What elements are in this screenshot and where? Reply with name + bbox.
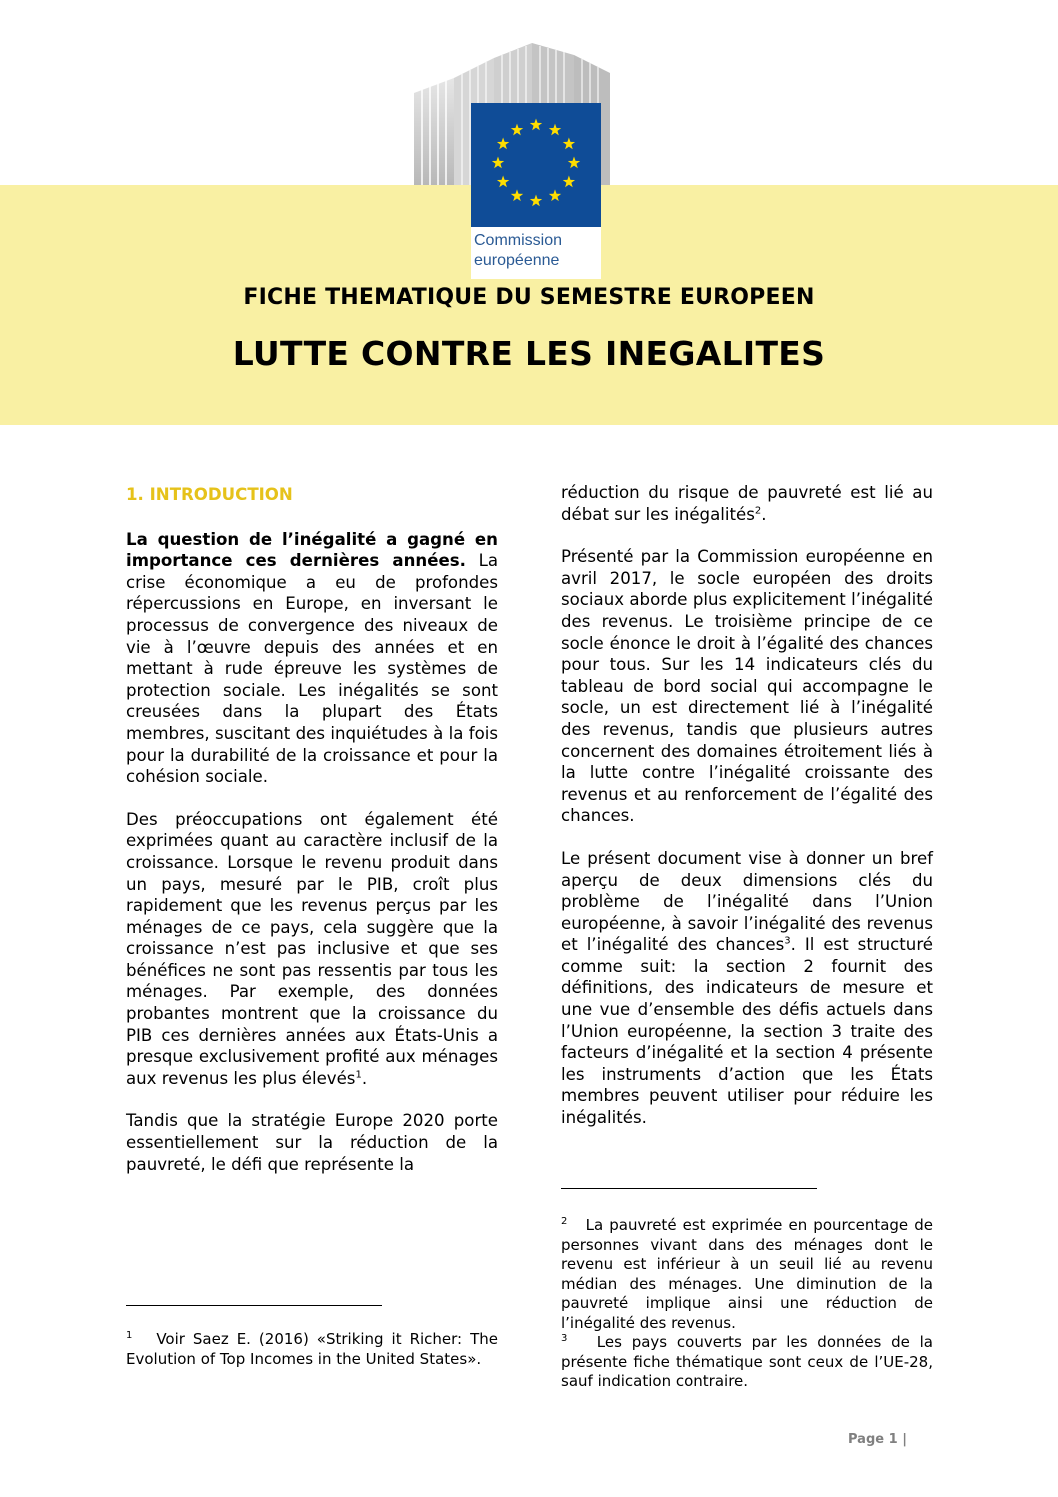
page-number-value: 1 bbox=[888, 1432, 898, 1447]
paragraph-end: . bbox=[361, 1068, 368, 1088]
footnote-number: 1 bbox=[126, 1330, 133, 1341]
right-column bbox=[561, 482, 933, 1150]
paragraph bbox=[561, 482, 933, 525]
section-title: 1. INTRODUCTION bbox=[126, 485, 293, 504]
paragraph-text: réduction du risque de pauvreté est lié au débat sur les inégalités bbox=[561, 483, 933, 524]
star-icon bbox=[497, 176, 509, 188]
star-icon bbox=[549, 189, 561, 201]
footnote-rule bbox=[561, 1188, 817, 1189]
footnote-text: La pauvreté est exprimée en pourcentage de personnes vivant dans des ménages dont le revenu est inférieur à un seuil lié au revenu médian des ménages. Une diminution de la pauvreté implique ainsi une réduction de l’inégalité des revenus. bbox=[561, 1216, 933, 1332]
star-icon bbox=[568, 157, 580, 169]
page-number bbox=[848, 1432, 907, 1447]
paragraph bbox=[126, 1110, 498, 1175]
eu-flag bbox=[471, 103, 601, 227]
footnote-text: Voir Saez E. (2016) «Striking it Richer: The Evolution of Top Incomes in the United States». bbox=[126, 1330, 498, 1368]
star-icon bbox=[497, 138, 509, 150]
star-icon bbox=[563, 138, 575, 150]
logo-line-1: Commission bbox=[474, 232, 563, 249]
footnote-2 bbox=[561, 1216, 933, 1334]
paragraph-text: La crise économique a eu de profondes répercussions en Europe, en inversant le processus de convergence des niveaux de vie à l’œuvre depuis des années et en mettant à rude épreuve les systèmes de protection sociale. Les inégalités se sont creusées dans la plupart des États membres, suscitant des inquiétudes à la fois pour la durabilité de la croissance et pour la cohésion sociale. bbox=[126, 551, 498, 787]
footnote-ref[interactable]: 1 bbox=[355, 1069, 362, 1081]
footnote-number: 3 bbox=[561, 1333, 568, 1344]
commission-logo bbox=[414, 43, 610, 269]
paragraph bbox=[561, 848, 933, 1129]
footnote-rule bbox=[126, 1305, 382, 1306]
paragraph-end: . bbox=[761, 504, 767, 524]
paragraph-lead: La question de l’inégalité a gagné en importance ces dernières années. bbox=[126, 529, 498, 571]
star-icon bbox=[563, 176, 575, 188]
logo-line-2: européenne bbox=[474, 252, 560, 269]
page-separator: | bbox=[902, 1432, 907, 1447]
star-icon bbox=[492, 157, 504, 169]
left-column bbox=[126, 480, 498, 1196]
paragraph bbox=[126, 529, 498, 788]
star-icon bbox=[511, 189, 523, 201]
paragraph-text: Tandis que la stratégie Europe 2020 porte essentiellement sur la réduction de la pauvreté, le défi que représente la bbox=[126, 1111, 498, 1174]
paragraph bbox=[561, 546, 933, 827]
footnote-number: 2 bbox=[561, 1216, 568, 1227]
star-icon bbox=[530, 119, 542, 131]
footnote-ref[interactable]: 3 bbox=[784, 935, 791, 947]
document-subtitle: FICHE THEMATIQUE DU SEMESTRE EUROPEEN bbox=[243, 285, 815, 310]
page-label: Page bbox=[848, 1432, 885, 1447]
paragraph-text: Des préoccupations ont également été exprimées quant au caractère inclusif de la croissance. Lorsque le revenu produit dans un pays, mesuré par le PIB, croît plus rapidement que les revenus perçus par les ménages de ce pays, cela suggère que la croissance n’est pas inclusive et que ses bénéfices ne sont pas ressentis par tous les ménages. Par exemple, des données probantes montrent que la croissance du PIB ces dernières années aux États-Unis a presque exclusivement profité aux ménages aux revenus les plus élevés bbox=[126, 809, 498, 1088]
logo-text bbox=[471, 227, 601, 279]
footnote-ref[interactable]: 2 bbox=[754, 505, 762, 517]
star-icon bbox=[511, 124, 523, 136]
paragraph-text: Présenté par la Commission européenne en avril 2017, le socle européen des droits sociaux aborde plus explicitement l’inégalité des revenus. Le troisième principe de ce socle énonce le droit à l’égalité des chances pour tous. Sur les 14 indicateurs clés du tableau de bord social qui accompagne le socle, un est directement lié à l’inégalité des revenus, tandis que plusieurs autres concernent des domaines étroitement liés à la lutte contre l’inégalité croissante des revenus et au renforcement de l’égalité des chances. bbox=[561, 547, 933, 826]
paragraph bbox=[126, 809, 498, 1090]
paragraph-text: Le présent document vise à donner un bref aperçu de deux dimensions clés du problème de l’inégalité dans l’Union européenne, à savoir l’inégalité des revenus et l’inégalité des chances bbox=[561, 848, 933, 955]
star-icon bbox=[530, 195, 542, 207]
eu-stars-icon bbox=[471, 103, 601, 227]
paragraph-text: . Il est structuré comme suit: la section 2 fournit des définitions, des indicateurs de mesure et une vue d’ensemble des défis actuels dans l’Union européenne, la section 3 traite des facteurs d’inégalité et la section 4 présente les instruments d’action que les États membres peuvent utiliser pour réduire les inégalités. bbox=[561, 935, 933, 1128]
document-title: LUTTE CONTRE LES INEGALITES bbox=[232, 334, 826, 373]
star-icon bbox=[549, 124, 561, 136]
footnote-text: Les pays couverts par les données de la présente fiche thématique sont ceux de l’UE-28, sauf indication contraire. bbox=[561, 1333, 933, 1391]
footnote-3 bbox=[561, 1333, 933, 1392]
footnote-1 bbox=[126, 1330, 498, 1369]
